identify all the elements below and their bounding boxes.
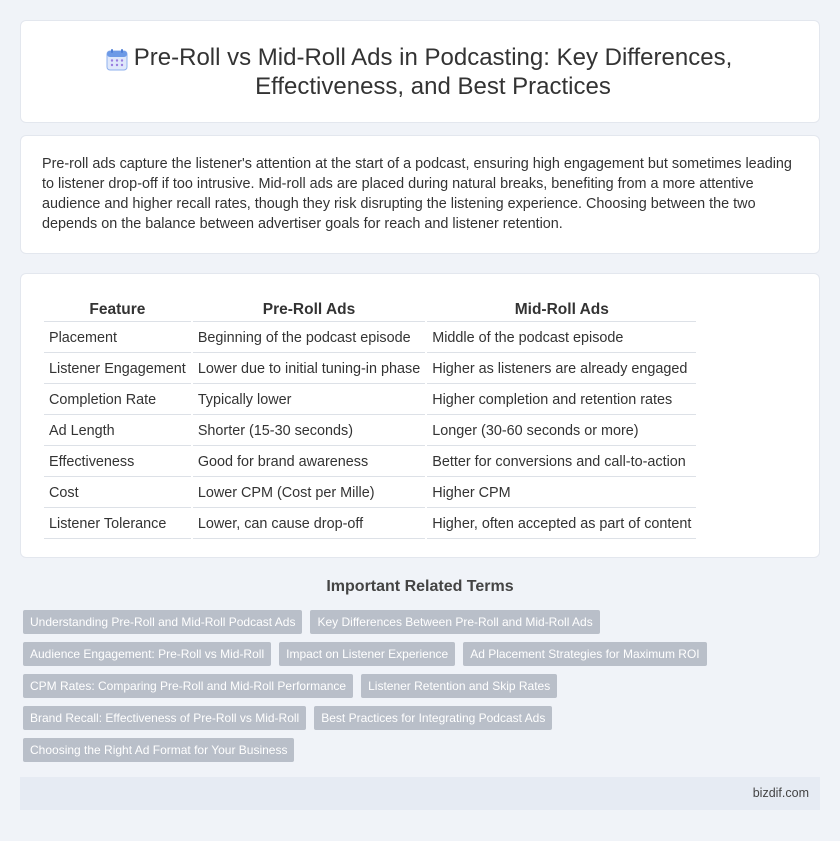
column-header-mid-roll: Mid-Roll Ads bbox=[427, 298, 696, 322]
table-row bbox=[44, 479, 696, 508]
table-cell: Lower, can cause drop-off bbox=[193, 510, 425, 539]
table-cell: Middle of the podcast episode bbox=[427, 324, 696, 353]
table-cell: Shorter (15-30 seconds) bbox=[193, 417, 425, 446]
related-term-link[interactable]: Listener Retention and Skip Rates bbox=[361, 674, 557, 698]
related-terms-heading: Important Related Terms bbox=[326, 578, 514, 595]
tag-row bbox=[23, 610, 813, 642]
table-cell: Placement bbox=[44, 324, 191, 353]
table-row bbox=[44, 448, 696, 477]
related-term-link[interactable]: Best Practices for Integrating Podcast Ads bbox=[314, 706, 552, 730]
related-term-link[interactable]: Key Differences Between Pre-Roll and Mid-Roll Ads bbox=[310, 610, 599, 634]
related-term-link[interactable]: Impact on Listener Experience bbox=[279, 642, 455, 666]
table-cell: Ad Length bbox=[44, 417, 191, 446]
tag-row bbox=[23, 738, 813, 770]
table-cell: Listener Engagement bbox=[44, 355, 191, 384]
table-row bbox=[44, 386, 696, 415]
intro-card bbox=[20, 135, 820, 254]
column-header-pre-roll: Pre-Roll Ads bbox=[193, 298, 425, 322]
table-cell: Cost bbox=[44, 479, 191, 508]
comparison-card bbox=[20, 273, 820, 558]
table-cell: Listener Tolerance bbox=[44, 510, 191, 539]
page-title: Pre-Roll vs Mid-Roll Ads in Podcasting: Key Differences, Effectiveness, and Best Practices bbox=[133, 43, 733, 100]
table-row bbox=[44, 417, 696, 446]
table-row bbox=[44, 355, 696, 384]
title-card bbox=[20, 20, 820, 123]
related-term-link[interactable]: Brand Recall: Effectiveness of Pre-Roll vs Mid-Roll bbox=[23, 706, 306, 730]
related-term-link[interactable]: Choosing the Right Ad Format for Your Business bbox=[23, 738, 294, 762]
footer bbox=[20, 777, 820, 810]
tag-row bbox=[23, 674, 813, 706]
table-cell: Good for brand awareness bbox=[193, 448, 425, 477]
tag-row bbox=[23, 642, 813, 674]
tag-row bbox=[23, 706, 813, 738]
table-cell: Effectiveness bbox=[44, 448, 191, 477]
table-cell: Longer (30-60 seconds or more) bbox=[427, 417, 696, 446]
table-header-row bbox=[44, 298, 696, 322]
related-term-link[interactable]: Understanding Pre-Roll and Mid-Roll Podcast Ads bbox=[23, 610, 302, 634]
related-terms-list bbox=[23, 610, 813, 770]
intro-paragraph: Pre-roll ads capture the listener's attention at the start of a podcast, ensuring high engagement but sometimes leading to listener drop-off if too intrusive. Mid-roll ads are placed during natural breaks, benefiting from a more attentive audience and higher recall rates, though they risk disrupting the listening experience. Choosing between the two depends on the balance between advertiser goals for reach and listener retention. bbox=[42, 156, 792, 232]
table-cell: Lower CPM (Cost per Mille) bbox=[193, 479, 425, 508]
table-cell: Higher as listeners are already engaged bbox=[427, 355, 696, 384]
related-term-link[interactable]: Ad Placement Strategies for Maximum ROI bbox=[463, 642, 706, 666]
table-cell: Higher completion and retention rates bbox=[427, 386, 696, 415]
table-cell: Higher, often accepted as part of content bbox=[427, 510, 696, 539]
footer-site-name: bizdif.com bbox=[752, 786, 809, 800]
column-header-feature: Feature bbox=[44, 298, 191, 322]
related-term-link[interactable]: CPM Rates: Comparing Pre-Roll and Mid-Roll Performance bbox=[23, 674, 353, 698]
table-cell: Lower due to initial tuning-in phase bbox=[193, 355, 425, 384]
comparison-table bbox=[42, 296, 698, 541]
table-row bbox=[44, 510, 696, 539]
table-cell: Beginning of the podcast episode bbox=[193, 324, 425, 353]
table-cell: Typically lower bbox=[193, 386, 425, 415]
table-cell: Higher CPM bbox=[427, 479, 696, 508]
table-row bbox=[44, 324, 696, 353]
table-cell: Completion Rate bbox=[44, 386, 191, 415]
table-cell: Better for conversions and call-to-action bbox=[427, 448, 696, 477]
related-term-link[interactable]: Audience Engagement: Pre-Roll vs Mid-Roll bbox=[23, 642, 271, 666]
